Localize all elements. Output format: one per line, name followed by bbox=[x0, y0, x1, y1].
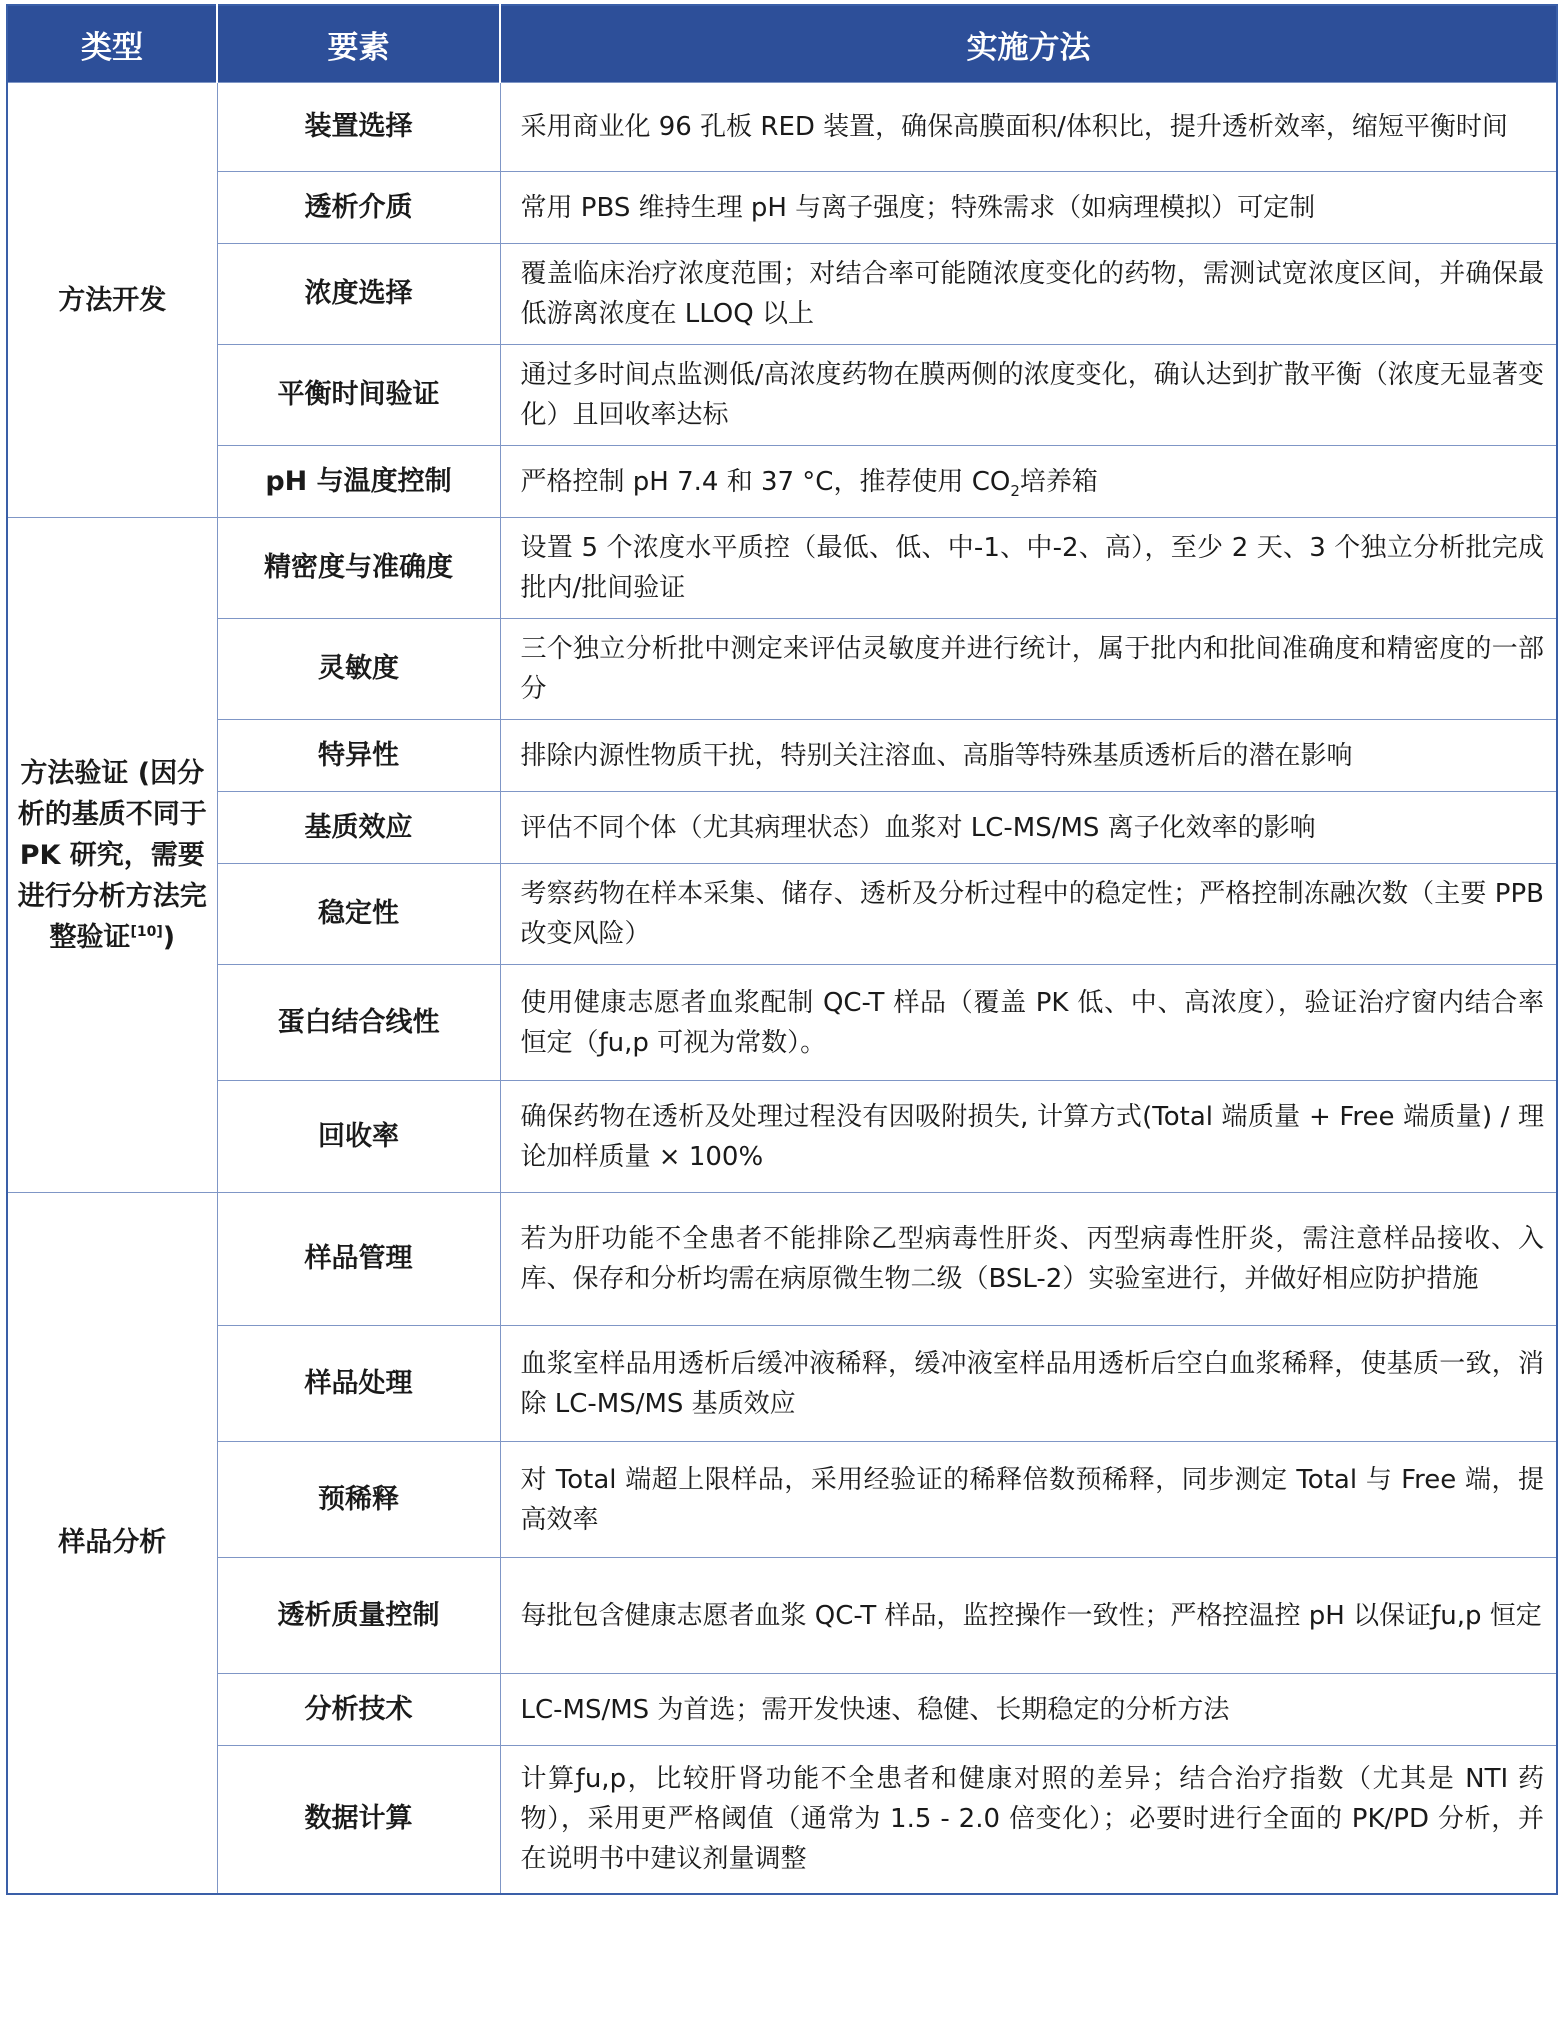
table-row bbox=[7, 1558, 1557, 1674]
element-cell: 精密度与准确度 bbox=[217, 518, 500, 619]
table-row bbox=[7, 1193, 1557, 1326]
table-row bbox=[7, 1746, 1557, 1894]
table-row bbox=[7, 345, 1557, 446]
description-cell: 对 Total 端超上限样品，采用经验证的稀释倍数预稀释，同步测定 Total 与 Free 端，提高效率 bbox=[500, 1442, 1557, 1558]
element-cell: 浓度选择 bbox=[217, 244, 500, 345]
table-row bbox=[7, 720, 1557, 792]
description-cell: 考察药物在样本采集、储存、透析及分析过程中的稳定性；严格控制冻融次数（主要 PPB 改变风险） bbox=[500, 864, 1557, 965]
element-cell: 蛋白结合线性 bbox=[217, 965, 500, 1081]
header-row bbox=[7, 5, 1557, 83]
description-cell: 评估不同个体（尤其病理状态）血浆对 LC-MS/MS 离子化效率的影响 bbox=[500, 792, 1557, 864]
description-cell: 三个独立分析批中测定来评估灵敏度并进行统计，属于批内和批间准确度和精密度的一部分 bbox=[500, 619, 1557, 720]
type-cell bbox=[7, 518, 217, 1193]
description-cell: 确保药物在透析及处理过程没有因吸附损失, 计算方式(Total 端质量 + Free 端质量) / 理论加样质量 × 100% bbox=[500, 1081, 1557, 1193]
element-cell: 样品处理 bbox=[217, 1326, 500, 1442]
description-cell bbox=[500, 446, 1557, 518]
description-cell: 通过多时间点监测低/高浓度药物在膜两侧的浓度变化，确认达到扩散平衡（浓度无显著变化）且回收率达标 bbox=[500, 345, 1557, 446]
description-cell: 计算ƒu,p，比较肝肾功能不全患者和健康对照的差异；结合治疗指数（尤其是 NTI 药物），采用更严格阈值（通常为 1.5 - 2.0 倍变化）；必要时进行全面的 PK/PD 分析，并在说明书中建议剂量调整 bbox=[500, 1746, 1557, 1894]
description-cell: 排除内源性物质干扰，特别关注溶血、高脂等特殊基质透析后的潜在影响 bbox=[500, 720, 1557, 792]
element-cell: 样品管理 bbox=[217, 1193, 500, 1326]
description-cell: 设置 5 个浓度水平质控（最低、低、中-1、中-2、高），至少 2 天、3 个独立分析批完成批内/批间验证 bbox=[500, 518, 1557, 619]
header-method: 实施方法 bbox=[500, 5, 1557, 83]
type-cell: 方法开发 bbox=[7, 83, 217, 518]
element-cell: pH 与温度控制 bbox=[217, 446, 500, 518]
type-text: 方法验证 (因分析的基质不同于 PK 研究，需要进行分析方法完整验证 bbox=[17, 757, 207, 953]
table-row bbox=[7, 792, 1557, 864]
table-row bbox=[7, 1674, 1557, 1746]
description-cell: LC-MS/MS 为首选；需开发快速、稳健、长期稳定的分析方法 bbox=[500, 1674, 1557, 1746]
element-cell: 灵敏度 bbox=[217, 619, 500, 720]
description-cell: 采用商业化 96 孔板 RED 装置，确保高膜面积/体积比，提升透析效率，缩短平衡时间 bbox=[500, 83, 1557, 172]
description-cell: 常用 PBS 维持生理 pH 与离子强度；特殊需求（如病理模拟）可定制 bbox=[500, 172, 1557, 244]
element-cell: 数据计算 bbox=[217, 1746, 500, 1894]
table-row bbox=[7, 619, 1557, 720]
table-row bbox=[7, 1326, 1557, 1442]
element-cell: 分析技术 bbox=[217, 1674, 500, 1746]
table-row bbox=[7, 244, 1557, 345]
element-cell: 平衡时间验证 bbox=[217, 345, 500, 446]
element-cell: 基质效应 bbox=[217, 792, 500, 864]
description-cell: 使用健康志愿者血浆配制 QC-T 样品（覆盖 PK 低、中、高浓度），验证治疗窗内结合率恒定（ƒu,p 可视为常数）。 bbox=[500, 965, 1557, 1081]
table-row bbox=[7, 83, 1557, 172]
description-cell: 若为肝功能不全患者不能排除乙型病毒性肝炎、丙型病毒性肝炎，需注意样品接收、入库、保存和分析均需在病原微生物二级（BSL-2）实验室进行，并做好相应防护措施 bbox=[500, 1193, 1557, 1326]
table-row bbox=[7, 864, 1557, 965]
element-cell: 回收率 bbox=[217, 1081, 500, 1193]
header-type: 类型 bbox=[7, 5, 217, 83]
description-cell: 每批包含健康志愿者血浆 QC-T 样品，监控操作一致性；严格控温控 pH 以保证ƒu,p 恒定 bbox=[500, 1558, 1557, 1674]
description-text: 培养箱 bbox=[1019, 466, 1098, 497]
element-cell: 稳定性 bbox=[217, 864, 500, 965]
subscript: 2 bbox=[1010, 481, 1020, 500]
table-row bbox=[7, 965, 1557, 1081]
table-row bbox=[7, 518, 1557, 619]
table-row bbox=[7, 446, 1557, 518]
header-element: 要素 bbox=[217, 5, 500, 83]
implementation-table bbox=[6, 4, 1558, 1895]
table-row bbox=[7, 172, 1557, 244]
type-cell: 样品分析 bbox=[7, 1193, 217, 1894]
element-cell: 透析质量控制 bbox=[217, 1558, 500, 1674]
type-text: ) bbox=[162, 921, 176, 953]
element-cell: 预稀释 bbox=[217, 1442, 500, 1558]
element-cell: 装置选择 bbox=[217, 83, 500, 172]
description-text: 严格控制 pH 7.4 和 37 °C，推荐使用 CO bbox=[520, 466, 1011, 497]
reference-mark: [10] bbox=[130, 923, 163, 940]
element-cell: 透析介质 bbox=[217, 172, 500, 244]
element-cell: 特异性 bbox=[217, 720, 500, 792]
description-cell: 覆盖临床治疗浓度范围；对结合率可能随浓度变化的药物，需测试宽浓度区间，并确保最低游离浓度在 LLOQ 以上 bbox=[500, 244, 1557, 345]
table-row bbox=[7, 1442, 1557, 1558]
table-row bbox=[7, 1081, 1557, 1193]
description-cell: 血浆室样品用透析后缓冲液稀释，缓冲液室样品用透析后空白血浆稀释，使基质一致，消除 LC-MS/MS 基质效应 bbox=[500, 1326, 1557, 1442]
